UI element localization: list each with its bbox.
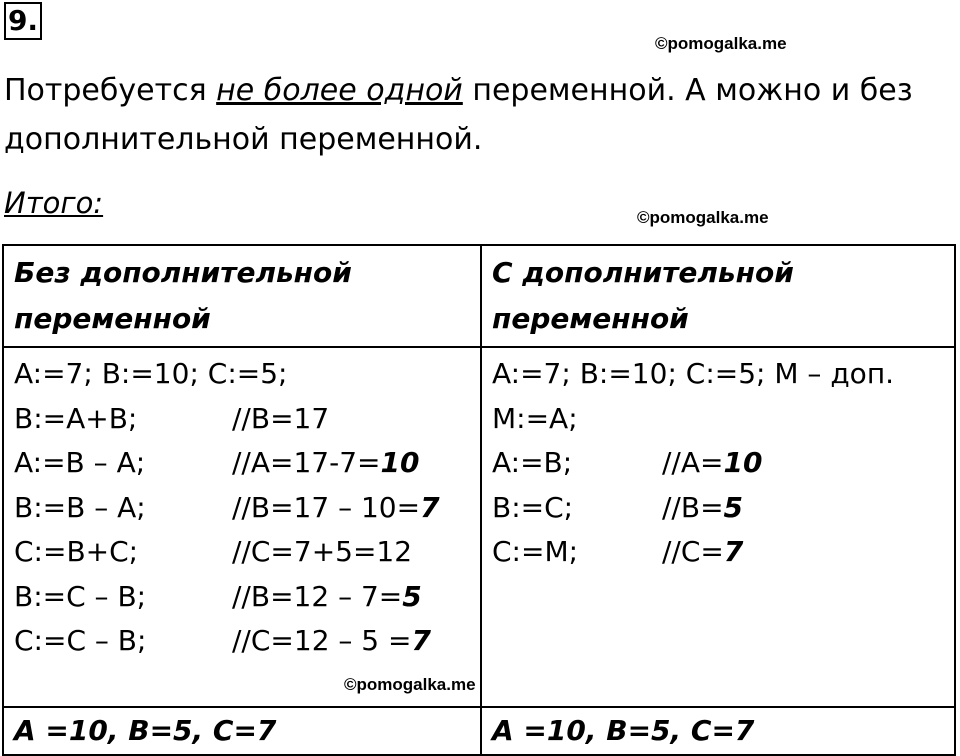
solution-table bbox=[2, 244, 956, 756]
comment-text: //B=12 – 7= bbox=[232, 579, 403, 613]
comment-text: //A=17-7= bbox=[232, 446, 381, 479]
code-line bbox=[492, 486, 944, 531]
comment-result: 7 bbox=[723, 535, 744, 568]
comment-result: 7 bbox=[411, 624, 431, 657]
task-number: 9. bbox=[4, 2, 42, 40]
code-line bbox=[14, 486, 470, 531]
header-with-extra: С дополнительной переменной bbox=[481, 245, 955, 347]
intro-part1: Потребуется bbox=[4, 73, 217, 108]
code-without-extra bbox=[3, 347, 481, 707]
result-without-extra: A =10, B=5, C=7 bbox=[3, 707, 481, 755]
code-line bbox=[492, 352, 944, 397]
table-header-row bbox=[3, 245, 955, 347]
result-with-extra: A =10, B=5, C=7 bbox=[481, 707, 955, 755]
comment-result: 10 bbox=[380, 446, 420, 479]
code-comment bbox=[232, 397, 329, 442]
code-statement: A:=7; B:=10; C:=5; M – доп. bbox=[492, 357, 895, 390]
comment-text: //C= bbox=[662, 535, 724, 568]
intro-text bbox=[4, 66, 954, 164]
code-with-extra bbox=[481, 347, 955, 707]
code-statement: A:=B; bbox=[492, 446, 573, 479]
intro-underlined: не более одной bbox=[216, 73, 463, 108]
code-comment bbox=[662, 441, 762, 486]
code-statement: B:=A+B; bbox=[14, 401, 138, 435]
code-statement: M:=A; bbox=[492, 401, 578, 435]
comment-result: 5 bbox=[723, 490, 744, 524]
code-statement: B:=C – B; bbox=[14, 579, 147, 613]
intro-part2: переменной. А можно и без дополнительной переменной. bbox=[4, 73, 913, 157]
table-code-row bbox=[3, 347, 955, 707]
comment-text: //A= bbox=[662, 446, 724, 479]
comment-text: //B= bbox=[662, 490, 724, 524]
code-comment bbox=[232, 575, 422, 620]
code-line bbox=[492, 441, 944, 486]
comment-text: //B=17 bbox=[232, 401, 330, 435]
code-comment bbox=[232, 486, 440, 531]
watermark: ©pomogalka.me bbox=[637, 208, 769, 227]
code-statement: C:=B+C; bbox=[14, 535, 139, 568]
code-statement: A:=7; B:=10; C:=5; bbox=[14, 357, 288, 390]
code-statement: A:=B – A; bbox=[14, 446, 146, 479]
comment-result: 5 bbox=[402, 579, 422, 613]
code-comment bbox=[232, 530, 412, 575]
code-statement: B:=B – A; bbox=[14, 490, 146, 524]
comment-text: //C=12 – 5 = bbox=[232, 624, 412, 657]
comment-result: 7 bbox=[420, 490, 440, 524]
code-line bbox=[14, 575, 470, 620]
code-line bbox=[14, 530, 470, 575]
code-line bbox=[14, 397, 470, 442]
code-comment bbox=[232, 441, 419, 486]
watermark: ©pomogalka.me bbox=[344, 675, 476, 694]
code-statement: B:=C; bbox=[492, 490, 574, 524]
code-comment bbox=[232, 619, 431, 664]
code-comment bbox=[662, 486, 743, 531]
summary-label: Итого: bbox=[4, 186, 104, 220]
code-line bbox=[14, 619, 470, 664]
table-result-row bbox=[3, 707, 955, 755]
code-statement: C:=C – B; bbox=[14, 624, 147, 657]
comment-text: //B=17 – 10= bbox=[232, 490, 421, 524]
code-line bbox=[492, 397, 944, 442]
code-line bbox=[14, 352, 470, 397]
comment-result: 10 bbox=[723, 446, 763, 479]
header-without-extra: Без дополнительной переменной bbox=[3, 245, 481, 347]
watermark: ©pomogalka.me bbox=[655, 34, 787, 53]
code-line bbox=[14, 441, 470, 486]
code-statement: C:=M; bbox=[492, 535, 579, 568]
comment-text: //C=7+5=12 bbox=[232, 535, 413, 568]
code-comment bbox=[662, 530, 743, 575]
code-line bbox=[492, 530, 944, 575]
